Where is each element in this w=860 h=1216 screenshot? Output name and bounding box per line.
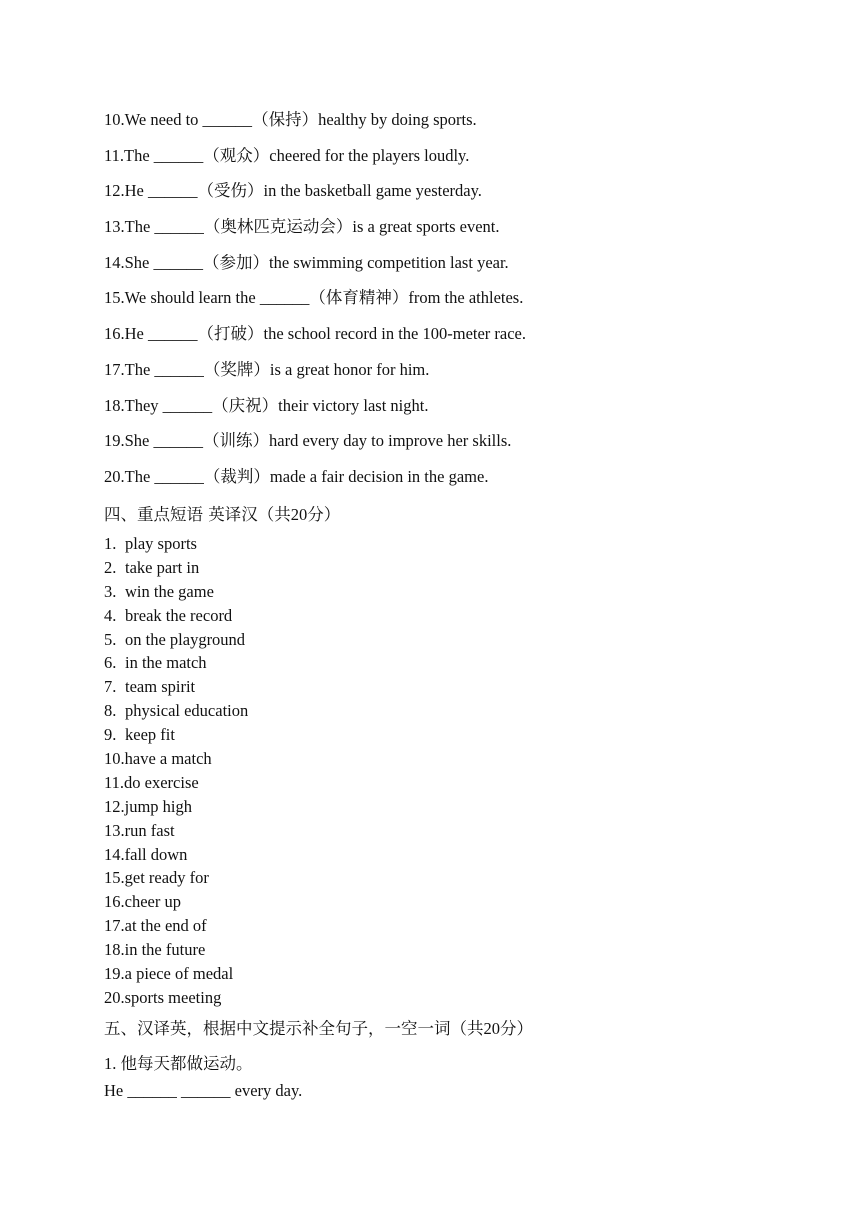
phrase-item: 10.have a match [104,749,212,769]
section-heading-4: 四、重点短语 英译汉（共20分） [104,505,341,524]
phrase-item: 2. take part in [104,557,200,577]
fill-item: 12.He ______（受伤）in the basketball game yesterday. [104,181,482,201]
fill-item: 15.We should learn the ______（体育精神）from the athletes. [104,288,524,308]
fill-item: 16.He ______（打破）the school record in the 100-meter race. [104,324,527,344]
phrase-item: 13.run fast [104,820,175,840]
fill-item: 13.The ______（奥林匹克运动会）is a great sports event. [104,217,500,237]
fill-item: 14.She ______（参加）the swimming competition last year. [104,252,509,272]
phrase-item: 14.fall down [104,844,188,864]
phrase-item: 19.a piece of medal [104,964,234,984]
phrase-item: 7. team spirit [104,677,196,697]
phrase-item: 3. win the game [104,581,214,601]
phrase-item: 16.cheer up [104,892,181,912]
question-1-prompt: 1. 他每天都做运动。 [104,1054,253,1073]
phrase-item: 6. in the match [104,653,207,673]
phrase-item: 12.jump high [104,796,193,816]
phrase-item: 20.sports meeting [104,987,222,1007]
fill-item: 18.They ______（庆祝）their victory last night. [104,395,429,415]
phrase-item: 5. on the playground [104,629,246,649]
phrase-list [104,532,504,1010]
fill-item: 19.She ______（训练）hard every day to improve her skills. [104,431,512,451]
phrase-item: 1. play sports [104,534,197,553]
phrase-item: 9. keep fit [104,725,175,745]
phrase-item: 4. break the record [104,605,233,625]
phrase-item: 11.do exercise [104,772,199,792]
fill-item: 11.The ______（观众）cheered for the players loudly. [104,145,470,165]
fill-item: 10.We need to ______（保持）healthy by doing sports. [104,110,477,129]
section-heading-5: 五、汉译英，根据中文提示补全句子，一空一词（共20分） [104,1019,533,1038]
fill-in-list [104,108,804,501]
fill-item: 17.The ______（奖牌）is a great honor for him. [104,359,430,379]
phrase-item: 18.in the future [104,940,206,960]
phrase-item: 15.get ready for [104,868,209,888]
phrase-item: 17.at the end of [104,916,207,936]
question-1-answer-line: He ______ ______ every day. [104,1081,303,1100]
fill-item: 20.The ______（裁判）made a fair decision in the game. [104,466,489,486]
phrase-item: 8. physical education [104,701,249,721]
